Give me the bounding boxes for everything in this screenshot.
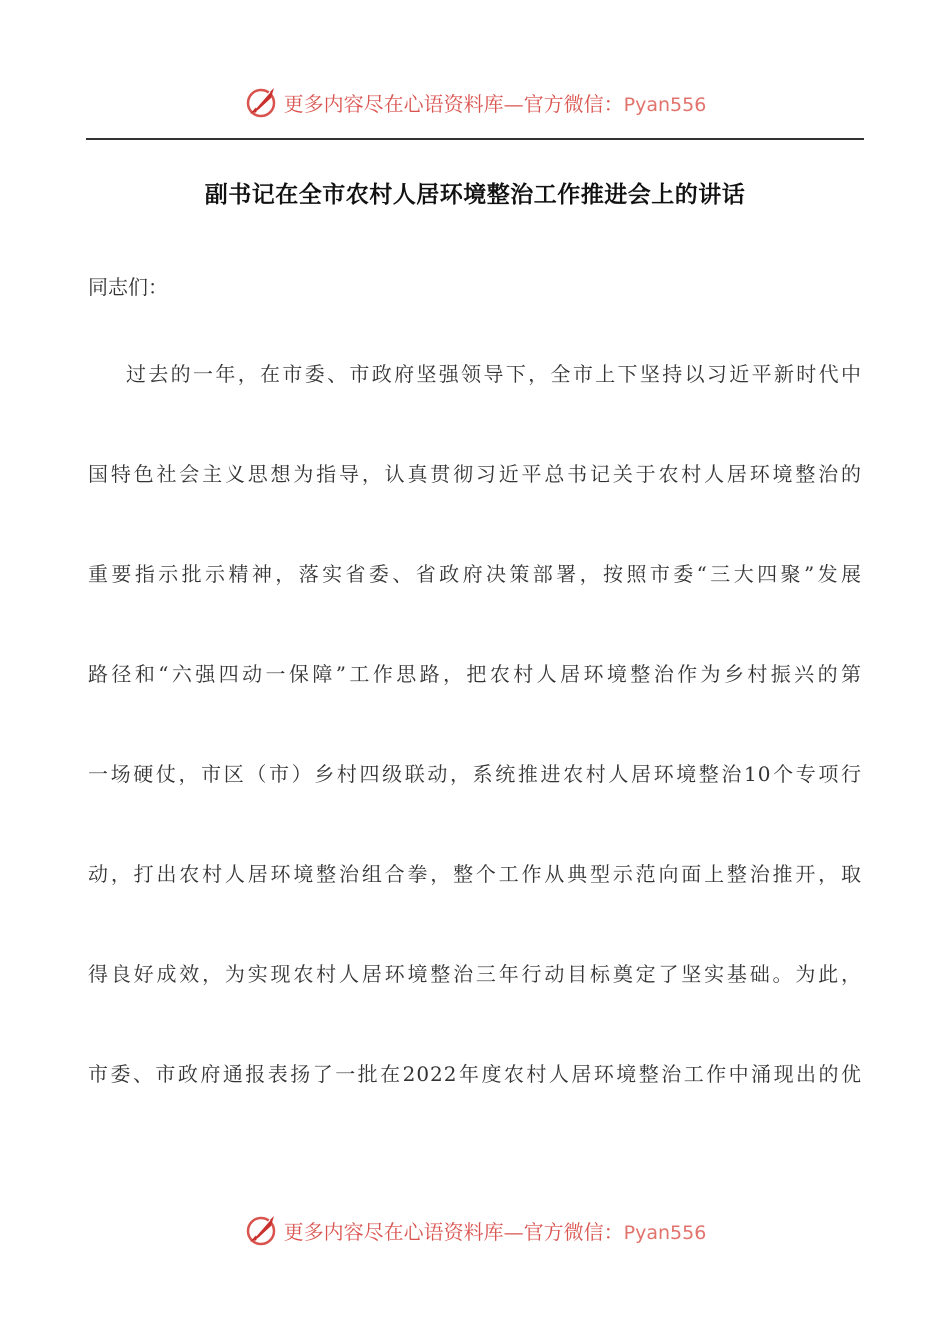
- body-line: 过去的一年，在市委、市政府坚强领导下，全市上下坚持以习近平新时代中: [126, 362, 862, 386]
- body-line: 市委、市政府通报表扬了一批在2022年度农村人居环境整治工作中涌现出的优: [88, 1062, 862, 1086]
- body-line: 路径和“六强四动一保障”工作思路，把农村人居环境整治作为乡村振兴的第: [88, 662, 862, 686]
- banner-text: [284, 1216, 707, 1245]
- wechat-id: Pyan556: [623, 1221, 707, 1244]
- wechat-id: Pyan556: [623, 93, 707, 116]
- body-line: 得良好成效，为实现农村人居环境整治三年行动目标奠定了坚实基础。为此，: [88, 962, 862, 986]
- banner-text: [284, 88, 707, 117]
- body-paragraph: [88, 356, 862, 1156]
- header-divider: [86, 138, 864, 140]
- body-line: 一场硬仗，市区（市）乡村四级联动，系统推进农村人居环境整治10个专项行: [88, 762, 862, 786]
- footer-banner: [0, 1208, 950, 1252]
- quill-pen-circle-icon: [244, 1212, 280, 1248]
- header-banner: [0, 80, 950, 124]
- salutation: 同志们：: [88, 275, 168, 299]
- body-line: 重要指示批示精神，落实省委、省政府决策部署，按照市委“三大四聚”发展: [88, 562, 862, 586]
- banner-prefix: 更多内容尽在心语资料库—官方微信：: [283, 1219, 624, 1244]
- banner-prefix: 更多内容尽在心语资料库—官方微信：: [283, 91, 624, 116]
- body-line: 国特色社会主义思想为指导，认真贯彻习近平总书记关于农村人居环境整治的: [88, 462, 862, 486]
- body-line: 动，打出农村人居环境整治组合拳，整个工作从典型示范向面上整治推开，取: [88, 862, 862, 886]
- quill-pen-circle-icon: [244, 84, 280, 120]
- document-title: 副书记在全市农村人居环境整治工作推进会上的讲话: [204, 182, 746, 208]
